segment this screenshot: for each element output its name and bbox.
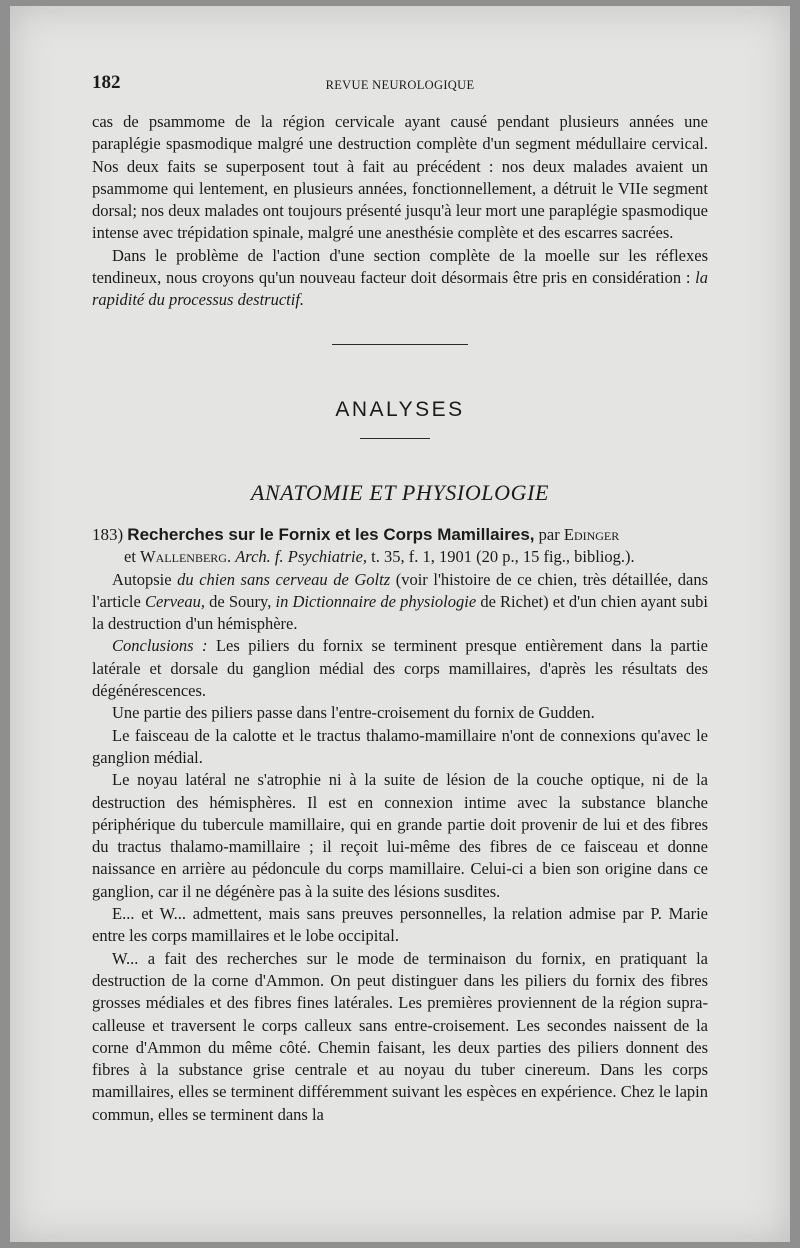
entry-number: 183) <box>92 525 124 544</box>
entry-journal: Arch. f. Psychiatrie, <box>235 547 368 567</box>
intro-emphasis: la rapidité du processus destructif. <box>92 268 708 310</box>
journal-page <box>10 6 790 1242</box>
title-underline-rule <box>360 438 430 439</box>
section-divider-rule <box>332 344 468 345</box>
analysis-entry <box>92 524 708 1126</box>
intro-text <box>92 111 708 312</box>
page-number: 182 <box>92 72 121 93</box>
page-header <box>92 72 708 96</box>
intro-paragraph-2: Dans le problème de l'action d'une section complète de la moelle sur les réflexes tendineux, nous croyons qu'un nouveau facteur doit désormais être pris en considération : la rapidité du processus destructif. <box>92 245 708 310</box>
section-title: ANALYSES <box>335 398 465 421</box>
section-subtitle: ANATOMIE ET PHYSIOLOGIE <box>250 480 550 505</box>
entry-paragraph-4: Le faisceau de la calotte et le tractus thalamo-mamillaire n'ont de connexions qu'avec le ganglion médial. <box>92 725 708 767</box>
entry-paragraph-5: Le noyau latéral ne s'atrophie ni à la suite de lésion de la couche optique, ni de la destruction des hémisphères. Il est en connexion intime avec la substance blanche périphérique du tubercule mamillaire, qui en grande partie doit provenir de lui et des fibres du tractus thalamo-mamillaire ; il reçoit lui-même des fibres de ce faisceau et donne naissance en arrière au pédoncule du corps mamillaire. Celui-ci a bien son origine dans ce ganglion, car il ne dégénère pas à la suite des lésions susdites. <box>92 770 708 901</box>
entry-paragraph-1: Autopsie du chien sans cerveau de Goltz (voir l'histoire de ce chien, très détaillée, dans l'article Cerveau, de Soury, in Dictionnaire de physiologie de Richet) et d'un chien ayant subi la destruction d'un hémisphère. <box>92 569 708 634</box>
entry-author-2: Wallenberg <box>140 547 227 567</box>
entry-paragraph-7: W... a fait des recherches sur le mode de terminaison du fornix, en pratiquant la destruction de la corne d'Ammon. On peut distinguer dans les piliers du fornix des fibres grosses médiales et des fibres fines latérales. Les premières proviennent de la région supra-calleuse et traversent le corps calleux sans entre-croisement. Les secondes naissent de la corne d'Ammon du même côté. Chemin faisant, les deux parties des piliers donnent des fibres à la substance grise centrale et au noyau du tuber cinereum. Dans les corps mamillaires, elles se terminent différemment suivant les espèces en expérience. Chez le lapin commun, elles se terminent dans la <box>92 948 708 1124</box>
entry-reference: et Wallenberg. Arch. f. Psychiatrie, t. 35, f. 1, 1901 (20 p., 15 fig., bibliog.). <box>124 547 635 567</box>
entry-title: Recherches sur le Fornix et les Corps Mamillaires, <box>127 525 535 544</box>
intro-paragraph-1: cas de psammome de la région cervicale ayant causé pendant plusieurs années une paraplégie spasmodique malgré une destruction complète d'un segment médullaire cervical. Nos deux faits se superposent tout à fait au précédent : nos deux malades avaient un psammome qui lentement, en plusieurs années, fonctionnellement, a détruit le VIIe segment dorsal; nos deux malades ont toujours présenté jusqu'à leur mort une paraplégie spasmodique intense avec trépidation spinale, malgré une anesthésie complète et des escarres sacrées. <box>92 112 708 243</box>
entry-paragraph-conclusions: Conclusions : Les piliers du fornix se terminent presque entièrement dans la partie latérale et dorsale du ganglion médial des corps mamillaires, d'après les résultats des dégénérescences. <box>92 636 708 701</box>
running-title: REVUE NEUROLOGIQUE <box>325 78 475 92</box>
conclusions-label: Conclusions : <box>112 636 208 656</box>
entry-author-1: Edinger <box>563 525 620 544</box>
entry-paragraph-3: Une partie des piliers passe dans l'entre-croisement du fornix de Gudden. <box>112 703 595 723</box>
entry-heading: 183) Recherches sur le Fornix et les Corps Mamillaires, par Edinger et Wallenberg. Arch. f. Psychiatrie, t. 35, f. 1, 1901 (20 p., 15 fig., bibliog.). <box>92 524 708 569</box>
entry-paragraph-6: E... et W... admettent, mais sans preuves personnelles, la relation admise par P. Marie entre les corps mamillaires et le lobe occipital. <box>92 904 708 946</box>
